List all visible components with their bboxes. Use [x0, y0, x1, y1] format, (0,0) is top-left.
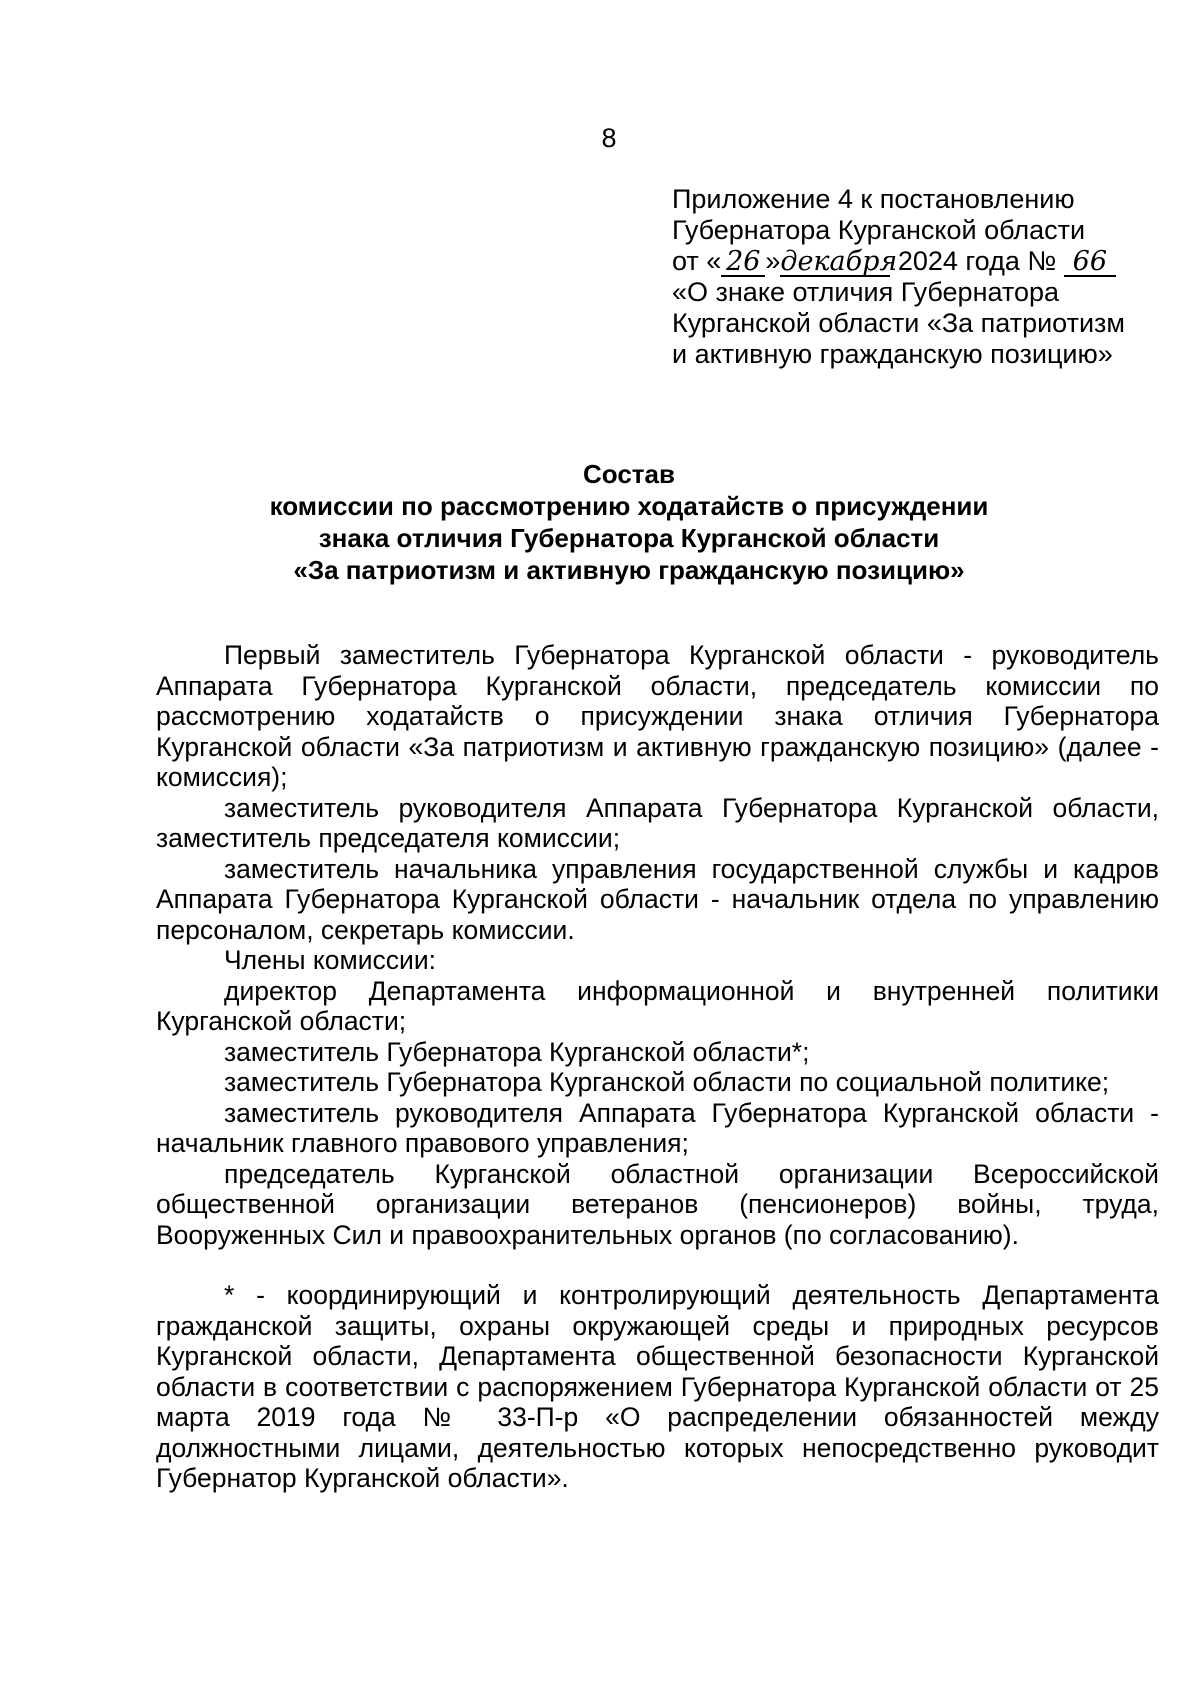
paragraph-member-1: директор Департамента информационной и внутренней политики Курганской области;	[156, 975, 1159, 1036]
paragraph-chairman: Первый заместитель Губернатора Курганской области - руководитель Аппарата Губернатора Курганской области, председатель комиссии по рассмотрению ходатайств о присуждении знака отличия Губернатора Курганской области «За патриотизм и активную гражданскую позицию» (далее - комиссия);	[156, 640, 1159, 792]
paragraph-secretary: заместитель начальника управления государственной службы и кадров Аппарата Губернатора Курганской области - начальник отдела по управлению персоналом, секретарь комиссии.	[156, 853, 1159, 945]
title-line-1: Состав	[583, 459, 675, 489]
appendix-line-2: Губернатора Курганской области	[672, 215, 1086, 245]
handwritten-month: декабря	[780, 246, 898, 277]
title-line-2: комиссии по рассмотрению ходатайств о присуждении	[269, 491, 989, 521]
paragraph-member-3: заместитель Губернатора Курганской области по социальной политике;	[224, 1067, 1110, 1097]
document-body	[156, 640, 1159, 1494]
paragraph-deputy-chairman: заместитель руководителя Аппарата Губернатора Курганской области, заместитель председателя комиссии;	[156, 792, 1159, 853]
handwritten-day: 26	[721, 249, 765, 277]
appendix-line-1: Приложение 4 к постановлению	[672, 184, 1075, 214]
appendix-line-6: и активную гражданскую позицию»	[672, 339, 1113, 369]
title-line-4: «За патриотизм и активную гражданскую позицию»	[293, 555, 965, 585]
appendix-line-5: Курганской области «За патриотизм	[672, 308, 1125, 338]
appendix-block	[672, 184, 1172, 370]
appendix-date-line	[672, 246, 1172, 277]
date-mid: »	[765, 246, 781, 276]
date-prefix: от «	[672, 246, 722, 276]
paragraph-member-2: заместитель Губернатора Курганской области*;	[224, 1036, 810, 1067]
document-title	[0, 458, 1200, 586]
date-year: 2024 года №	[897, 246, 1057, 276]
paragraph-member-4: заместитель руководителя Аппарата Губернатора Курганской области - начальник главного правового управления;	[156, 1097, 1159, 1158]
footnote: * - координирующий и контролирующий деятельность Департамента гражданской защиты, охраны окружающей среды и природных ресурсов Курганской области, Департамента общественной безопасности Курганской области в соответствии с распоряжением Губернатора Курганской области от 25 марта 2019 года № 33-П-р «О распределении обязанностей между должностными лицами, деятельностью которых непосредственно руководит Губернатор Курганской области».	[156, 1280, 1159, 1493]
page-number: 8	[601, 123, 617, 153]
paragraph-members-heading: Члены комиссии:	[224, 945, 437, 975]
appendix-line-4: «О знаке отличия Губернатора	[672, 277, 1060, 307]
title-line-3: знака отличия Губернатора Курганской области	[318, 523, 940, 553]
handwritten-doc-number: 66	[1064, 249, 1116, 277]
paragraph-member-5: председатель Курганской областной организации Всероссийской общественной организации ветеранов (пенсионеров) войны, труда, Вооруженных Сил и правоохранительных органов (по согласованию).	[156, 1158, 1159, 1250]
